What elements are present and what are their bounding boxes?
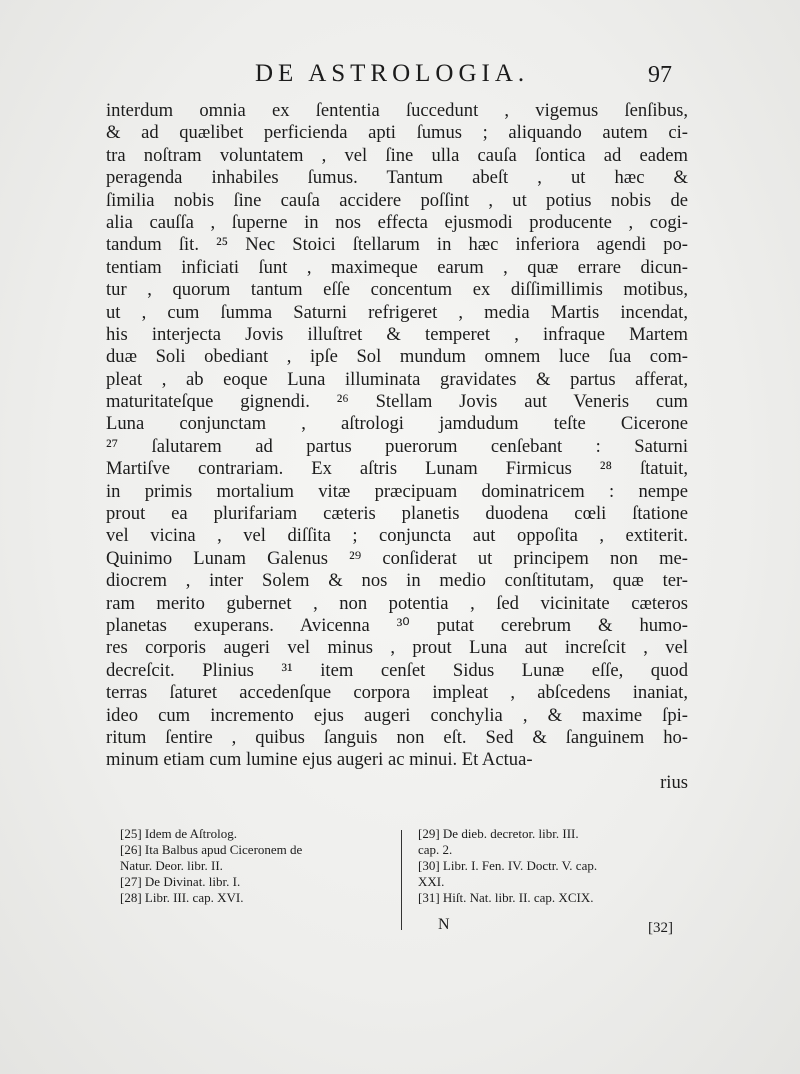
footnote: cap. 2. [418, 842, 453, 857]
body-line: in primis mortalium vitæ præcipuam dominatricem : nempe [106, 480, 688, 502]
catchword: [32] [648, 920, 673, 936]
footnote: XXI. [418, 874, 445, 889]
body-line: maturitateſque gignendi. ²⁶ Stellam Jovis aut Veneris cum [106, 391, 688, 413]
body-line: ram merito gubernet , non potentia , ſed vicinitate cæteros [106, 592, 688, 614]
body-line: tra noſtram voluntatem , vel ſine ulla cauſa ſontica ad eadem [106, 144, 688, 166]
footnote: [27] De Divinat. libr. I. [120, 874, 241, 889]
body-line: alia cauſſa , ſuperne in nos effecta ejusmodi producente , cogi- [106, 211, 688, 233]
body-line: & ad quælibet perficienda apti ſumus ; aliquando autem ci- [106, 122, 688, 144]
body-line: res corporis augeri vel minus , prout Luna aut increſcit , vel [106, 637, 688, 659]
body-line: planetas exuperans. Avicenna ³⁰ putat cerebrum & humo- [106, 614, 688, 636]
body-line: terras ſaturet accedenſque corpora impleat , abſcedens inaniat, [106, 682, 688, 704]
body-line: minum etiam cum lumine ejus augeri ac minui. Et Actua- [106, 749, 533, 771]
footnote: [25] Idem de Aſtrolog. [120, 826, 237, 841]
footnote: [28] Libr. III. cap. XVI. [120, 890, 244, 905]
footnotes-right-column [418, 826, 690, 906]
body-line: pleat , ab eoque Luna illuminata gravidates & partus afferat, [106, 368, 688, 390]
page-number: 97 [648, 62, 672, 88]
signature-mark: N [438, 916, 450, 933]
running-head: DE ASTROLOGIA. [255, 60, 530, 87]
body-line: ²⁷ ſalutarem ad partus puerorum cenſebant : Saturni [106, 435, 688, 457]
footnote: Natur. Deor. libr. II. [120, 858, 223, 873]
body-line: peragenda inhabiles ſumus. Tantum abeſt , ut hæc & [106, 167, 688, 189]
body-line: Luna conjunctam , aſtrologi jamdudum teſte Cicerone [106, 413, 688, 435]
body-line: ſimilia nobis ſine cauſa accidere poſſint , ut potius nobis de [106, 189, 688, 211]
body-line: diocrem , inter Solem & nos in medio conſtitutam, quæ ter- [106, 570, 688, 592]
body-line: tentiam inficiati ſunt , maximeque earum , quæ errare dicun- [106, 256, 688, 278]
body-line: interdum omnia ex ſententia ſuccedunt , vigemus ſenſibus, [106, 100, 688, 121]
body-line: his interjecta Jovis illuſtret & temperet , infraque Martem [106, 323, 688, 345]
footnote: [30] Libr. I. Fen. IV. Doctr. V. cap. [418, 858, 598, 873]
body-line: prout ea plurifariam cæteris planetis duodena cœli ſtatione [106, 503, 688, 525]
body-text [106, 100, 688, 794]
body-line: tur , quorum tantum eſſe concentum ex diſſimillimis motibus, [106, 279, 688, 301]
body-line: ritum ſentire , quibus ſanguis non eſt. Sed & ſanguinem ho- [106, 726, 688, 748]
body-line: vel vicina , vel diſſita ; conjuncta aut oppoſita , extiterit. [106, 525, 688, 547]
body-line: ut , cum ſumma Saturni refrigeret , media Martis incendat, [106, 301, 688, 323]
body-line: Martiſve contrariam. Ex aſtris Lunam Firmicus ²⁸ ſtatuit, [106, 458, 688, 480]
footnote: [29] De dieb. decretor. libr. III. [418, 826, 579, 841]
footnote: [31] Hiſt. Nat. libr. II. cap. XCIX. [418, 890, 594, 905]
footnotes-left-column [120, 826, 395, 906]
footnote-divider [401, 830, 402, 930]
body-line: decreſcit. Plinius ³¹ item cenſet Sidus Lunæ eſſe, quod [106, 659, 688, 681]
body-line: rius [660, 771, 688, 793]
body-line: ideo cum incremento ejus augeri conchylia , & maxime ſpi- [106, 704, 688, 726]
body-line: Quinimo Lunam Galenus ²⁹ conſiderat ut principem non me- [106, 547, 688, 569]
body-line: duæ Soli obediant , ipſe Sol mundum omnem luce ſua com- [106, 346, 688, 368]
body-line: tandum ſit. ²⁵ Nec Stoici ſtellarum in hæc inferiora agendi po- [106, 234, 688, 256]
footnote: [26] Ita Balbus apud Ciceronem de [120, 842, 303, 857]
